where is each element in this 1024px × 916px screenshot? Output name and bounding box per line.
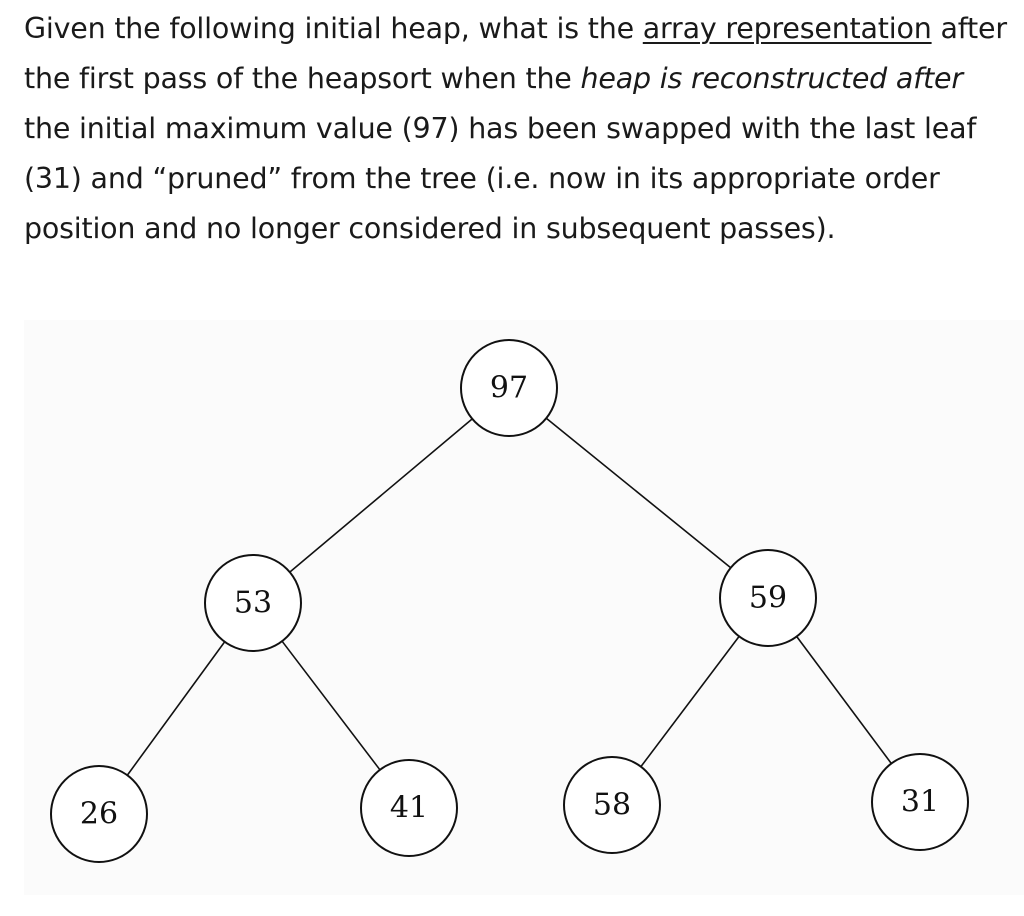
heap-node-97 xyxy=(461,340,557,436)
heap-node-label: 58 xyxy=(592,787,632,823)
heap-node-label: 59 xyxy=(748,580,788,616)
heap-edge-53-41 xyxy=(282,641,380,770)
array-representation-link[interactable]: array representation xyxy=(642,12,932,45)
heap-node-59 xyxy=(720,550,816,646)
heap-node-41 xyxy=(361,760,457,856)
heap-node-label: 97 xyxy=(489,370,529,406)
heap-node-31 xyxy=(872,754,968,850)
heap-node-label: 31 xyxy=(900,784,940,820)
heap-tree-svg xyxy=(24,320,1024,895)
heap-node-58 xyxy=(564,757,660,853)
heap-edge-97-59 xyxy=(546,418,730,568)
heap-edge-53-26 xyxy=(127,642,224,775)
heap-node-label: 41 xyxy=(389,790,429,826)
heap-node-26 xyxy=(51,766,147,862)
heap-node-53 xyxy=(205,555,301,651)
heap-node-label: 26 xyxy=(79,796,119,832)
heap-diagram xyxy=(24,320,1024,895)
question-part-2: after the first pass of the heapsort when the xyxy=(24,12,1007,95)
heap-node-label: 53 xyxy=(233,585,273,621)
heap-edge-97-53 xyxy=(290,419,472,572)
question-part-1: Given the following initial heap, what is the xyxy=(24,12,643,45)
question-part-3: the initial maximum value (97) has been swapped with the last leaf (31) and “pruned” from the tree (i.e. now in its appropriate order position and no longer considered in subsequent passes). xyxy=(24,112,977,245)
heap-edge-59-58 xyxy=(641,636,739,766)
question-text xyxy=(24,4,1014,254)
heap-nodes xyxy=(51,340,968,862)
question-emphasis: heap is reconstructed after xyxy=(580,62,963,95)
heap-edge-59-31 xyxy=(797,636,892,763)
